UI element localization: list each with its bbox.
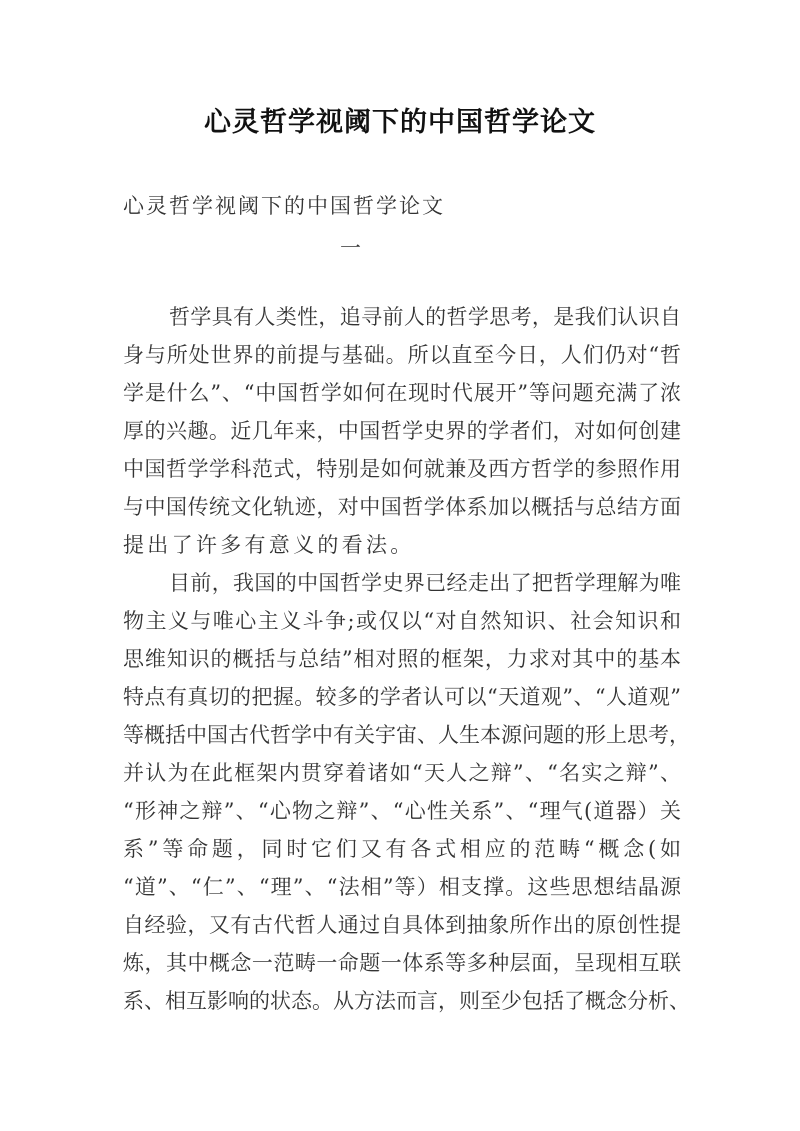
text-line: 特点有真切的把握。较多的学者认可以“天道观”、“人道观”	[123, 685, 681, 709]
text-line: 厚的兴趣。近几年来，中国哲学史界的学者们，对如何创建	[123, 419, 681, 443]
paragraph-2	[123, 564, 690, 1020]
text-line: 自经验，又有古代哲人通过自具体到抽象所作出的原创性提	[123, 913, 681, 937]
text-line: 等概括中国古代哲学中有关宇宙、人生本源问题的形上思考，	[123, 723, 690, 747]
document-subtitle: 心灵哲学视阈下的中国哲学论文	[123, 194, 445, 218]
text-line: 目前，我国的中国哲学史界已经走出了把哲学理解为唯	[169, 571, 681, 595]
text-line: 物主义与唯心主义斗争;或仅以“对自然知识、社会知识和	[123, 609, 681, 633]
paragraph-1	[123, 298, 681, 564]
document-body	[123, 298, 690, 1020]
text-line: 身与所处世界的前提与基础。所以直至今日，人们仍对“哲	[123, 343, 681, 367]
text-line: 哲学具有人类性，追寻前人的哲学思考，是我们认识自	[169, 305, 681, 329]
text-line: 并认为在此框架内贯穿着诸如“天人之辩”、“名实之辩”、	[123, 761, 681, 785]
text-line: “道”、“仁”、“理”、“法相”等）相支撑。这些思想结晶源	[123, 875, 681, 899]
text-line: “形神之辩”、“心物之辩”、“心性关系”、“理气(道器）关	[123, 799, 681, 823]
text-line: 中国哲学学科范式，特别是如何就兼及西方哲学的参照作用	[123, 457, 681, 481]
text-line: 炼，其中概念一范畴一命题一体系等多种层面，呈现相互联	[123, 951, 681, 975]
text-line: 提出了许多有意义的看法。	[123, 533, 415, 557]
text-line: 系”等命题，同时它们又有各式相应的范畴“概念(如	[123, 837, 681, 861]
text-line: 系、相互影响的状态。从方法而言，则至少包括了概念分析、	[123, 989, 690, 1013]
text-line: 学是什么”、“中国哲学如何在现时代展开”等问题充满了浓	[123, 381, 681, 405]
text-line: 思维知识的概括与总结”相对照的框架，力求对其中的基本	[123, 647, 681, 671]
section-number: 一	[340, 236, 361, 260]
text-line: 与中国传统文化轨迹，对中国哲学体系加以概括与总结方面	[123, 495, 681, 519]
document-title: 心灵哲学视阈下的中国哲学论文	[204, 107, 596, 138]
